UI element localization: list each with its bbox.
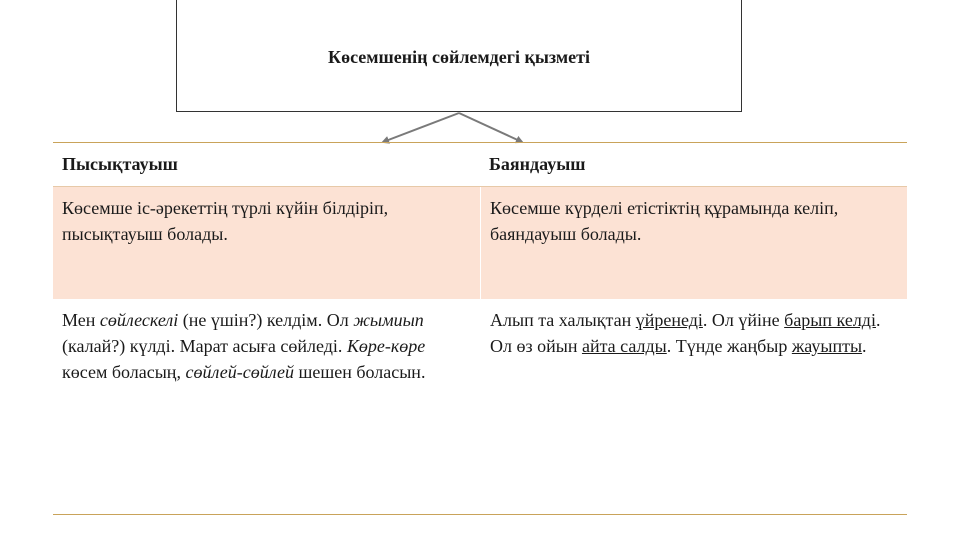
text-run: көсем боласың, <box>62 362 186 382</box>
function-table <box>53 142 907 515</box>
underlined-example-word: үйренеді <box>635 310 703 330</box>
definition-predicate: Көсемше күрделі етістіктің құрамында келіп, баяндауыш болады. <box>480 187 907 299</box>
underlined-example-word: айта салды <box>581 336 667 356</box>
text-run: . Ол үйіне <box>702 310 785 330</box>
arrow-left <box>383 113 459 142</box>
text-run: Алып та халықтан <box>490 310 636 330</box>
example-predicate <box>480 299 907 514</box>
italic-example-word: жымиып <box>353 310 424 330</box>
arrow-right <box>459 113 522 142</box>
example-row <box>53 299 907 514</box>
underlined-example-word: барып келді <box>784 310 876 330</box>
definition-row <box>53 187 907 299</box>
italic-example-word: сөйлей-сөйлей <box>185 362 294 382</box>
example-adverbial <box>53 299 480 514</box>
text-run: шешен боласын. <box>294 362 426 382</box>
table-header-row <box>53 143 907 187</box>
header-predicate: Баяндауыш <box>489 154 586 174</box>
text-run: Мен <box>62 310 100 330</box>
italic-example-word: Көре-көре <box>346 336 426 356</box>
text-run: (не үшін?) келдім. Ол <box>178 310 354 330</box>
title-box <box>176 0 742 112</box>
definition-adverbial: Көсемше іс-әрекеттің түрлі күйін білдіріп, пысықтауыш болады. <box>62 198 389 244</box>
header-adverbial: Пысықтауыш <box>62 154 178 174</box>
text-run: . <box>862 336 867 356</box>
page-title: Көсемшенің сөйлемдегі қызметі <box>328 46 590 67</box>
text-run: . Ол өз ойын <box>490 310 881 356</box>
italic-example-word: сөйлескелі <box>99 310 179 330</box>
text-run: (калай?) күлді. Марат асыға сөйледі. <box>62 336 347 356</box>
text-run: . Түнде жаңбыр <box>666 336 792 356</box>
underlined-example-word: жауыпты <box>791 336 863 356</box>
